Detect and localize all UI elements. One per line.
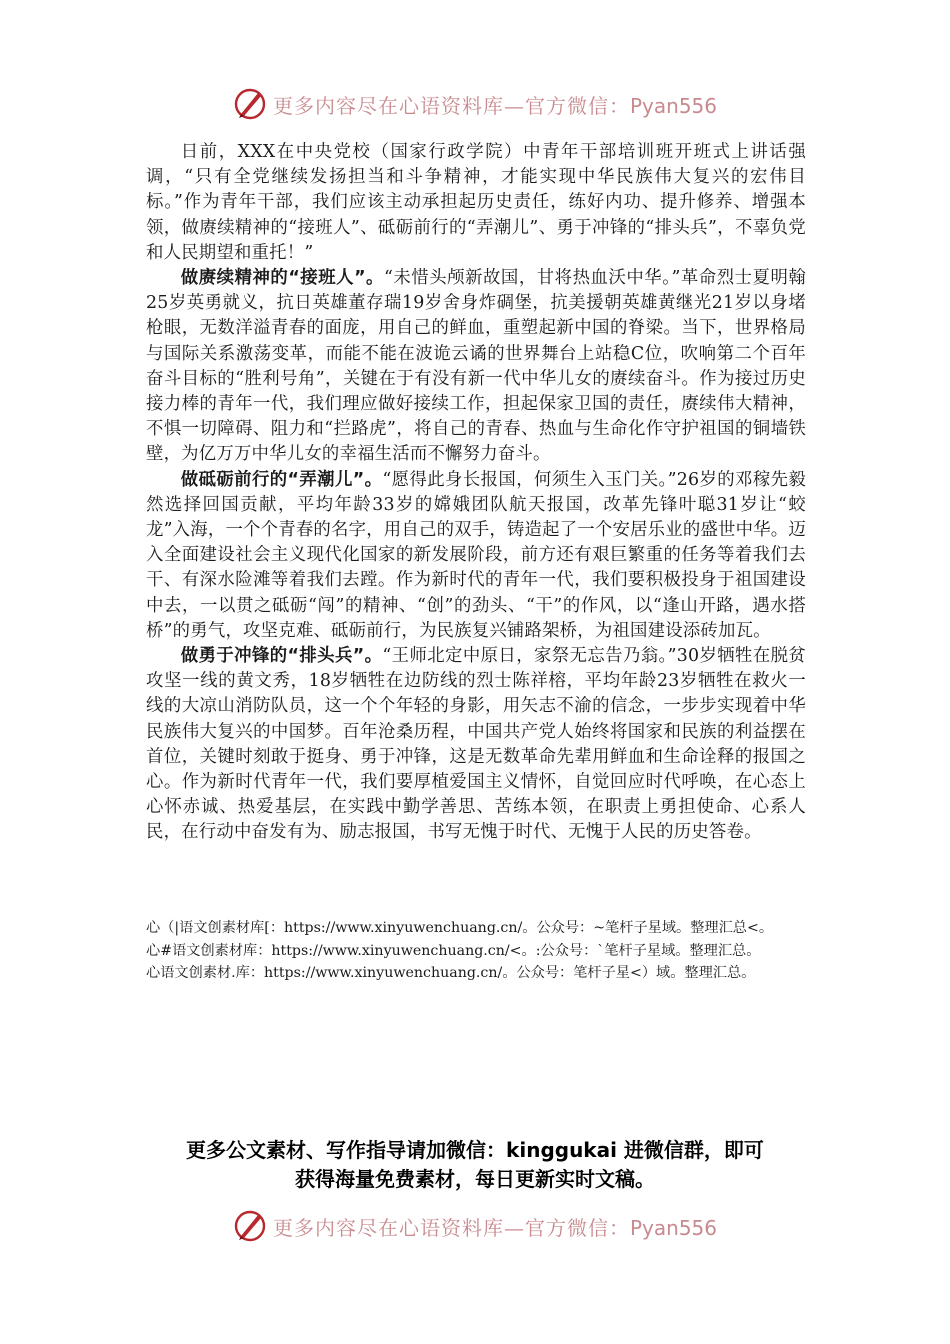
promo-line: 更多公文素材、写作指导请加微信：kinggukai 进微信群，即可 xyxy=(186,1138,764,1162)
header-banner xyxy=(0,84,950,124)
section-paragraph xyxy=(146,644,806,846)
section-heading: 做砥砺前行的“弄潮儿”。 xyxy=(180,469,383,490)
section-text: “王师北定中原日，家祭无忘告乃翁。”30岁牺牲在脱贫攻坚一线的黄文秀，18岁牺牲在边防线的烈士陈祥榕，平均年龄23岁牺牲在救火一线的大凉山消防队员，这一个个年轻的身影，用矢志不渝的信念，一步步实现着中华民族伟大复兴的中国梦。百年沧桑历程，中国共产党人始终将国家和民族的利益摆在首位，关键时刻敢于挺身、勇于冲锋，这是无数革命先辈用鲜血和生命诠释的报国之心。作为新时代青年一代，我们要厚植爱国主义情怀，自觉回应时代呼唤，在心态上心怀赤诚、热爱基层，在实践中勤学善思、苦练本领，在职责上勇担使命、心系人民，在行动中奋发有为、励志报国，书写无愧于时代、无愧于人民的历史答卷。 xyxy=(146,646,806,843)
banner-text xyxy=(273,1212,717,1241)
footer-banner xyxy=(0,1206,950,1246)
article-body xyxy=(146,140,806,846)
pen-logo-icon xyxy=(233,1209,267,1243)
intro-paragraph: 日前，XXX在中央党校（国家行政学院）中青年干部培训班开班式上讲话强调，“只有全党继续发扬担当和斗争精神，才能实现中华民族伟大复兴的宏伟目标。”作为青年干部，我们应该主动承担起历史责任，练好内功、提升修养、增强本领，做赓续精神的“接班人”、砥砺前行的“弄潮儿”、勇于冲锋的“排头兵”，不辜负党和人民期望和重托！” xyxy=(146,142,806,263)
section-paragraph xyxy=(146,468,806,644)
reference-line: 心#语文创素材库：https://www.xinyuwenchuang.cn/<。:公众号：`笔杆子星域。整理汇总。 xyxy=(146,942,761,959)
promo-line: 获得海量免费素材，每日更新实时文稿。 xyxy=(295,1167,655,1191)
section-text: “愿得此身长报国，何须生入玉门关。”26岁的邓稼先毅然选择回国贡献，平均年龄33岁的嫦娥团队航天报国，改革先锋叶聪31岁让“蛟龙”入海，一个个青春的名字，用自己的双手，铸造起了一个安居乐业的盛世中华。迈入全面建设社会主义现代化国家的新发展阶段，前方还有艰巨繁重的任务等着我们去干、有深水险滩等着我们去蹚。作为新时代的青年一代，我们要积极投身于祖国建设中去，一以贯之砥砺“闯”的精神、“创”的劲头、“干”的作风，以“逢山开路，遇水搭桥”的勇气，攻坚克难、砥砺前行，为民族复兴铺路架桥，为祖国建设添砖加瓦。 xyxy=(146,469,806,641)
banner-text xyxy=(273,90,717,119)
pen-logo-icon xyxy=(233,87,267,121)
reference-lines xyxy=(146,917,846,985)
section-text: “未惜头颅新故国，甘将热血沃中华。”革命烈士夏明翰25岁英勇就义，抗日英雄董存瑞19岁舍身炸碉堡，抗美援朝英雄黄继光21岁以身堵枪眼，无数洋溢青春的面庞，用自己的鲜血，重塑起新中国的脊梁。当下，世界格局与国际关系激荡变革，而能不能在波诡云谲的世界舞台上站稳C位，吹响第二个百年奋斗目标的“胜利号角”，关键在于有没有新一代中华儿女的赓续奋斗。作为接过历史接力棒的青年一代，我们理应做好接续工作，担起保家卫国的责任，赓续伟大精神，不惧一切障碍、阻力和“拦路虎”，将自己的青春、热血与生命化作守护祖国的铜墙铁壁，为亿万万中华儿女的幸福生活而不懈努力奋斗。 xyxy=(146,268,806,465)
banner-label: 更多内容尽在心语资料库—官方微信： xyxy=(272,93,630,118)
reference-line: 心（|语文创素材库[：https://www.xinyuwenchuang.cn/。公众号：~笔杆子星域。整理汇总<。 xyxy=(146,920,774,936)
section-paragraph xyxy=(146,266,806,468)
reference-line: 心语文创素材.库：https://www.xinyuwenchuang.cn/。公众号：笔杆子星<）域。整理汇总。 xyxy=(146,965,756,982)
section-heading: 做勇于冲锋的“排头兵”。 xyxy=(180,646,383,667)
section-heading: 做赓续精神的“接班人”。 xyxy=(180,268,384,289)
banner-label: 更多内容尽在心语资料库—官方微信： xyxy=(272,1215,630,1240)
banner-wechat-id: Pyan556 xyxy=(629,1215,717,1240)
banner-wechat-id: Pyan556 xyxy=(629,93,717,118)
promo-block xyxy=(0,1136,950,1194)
